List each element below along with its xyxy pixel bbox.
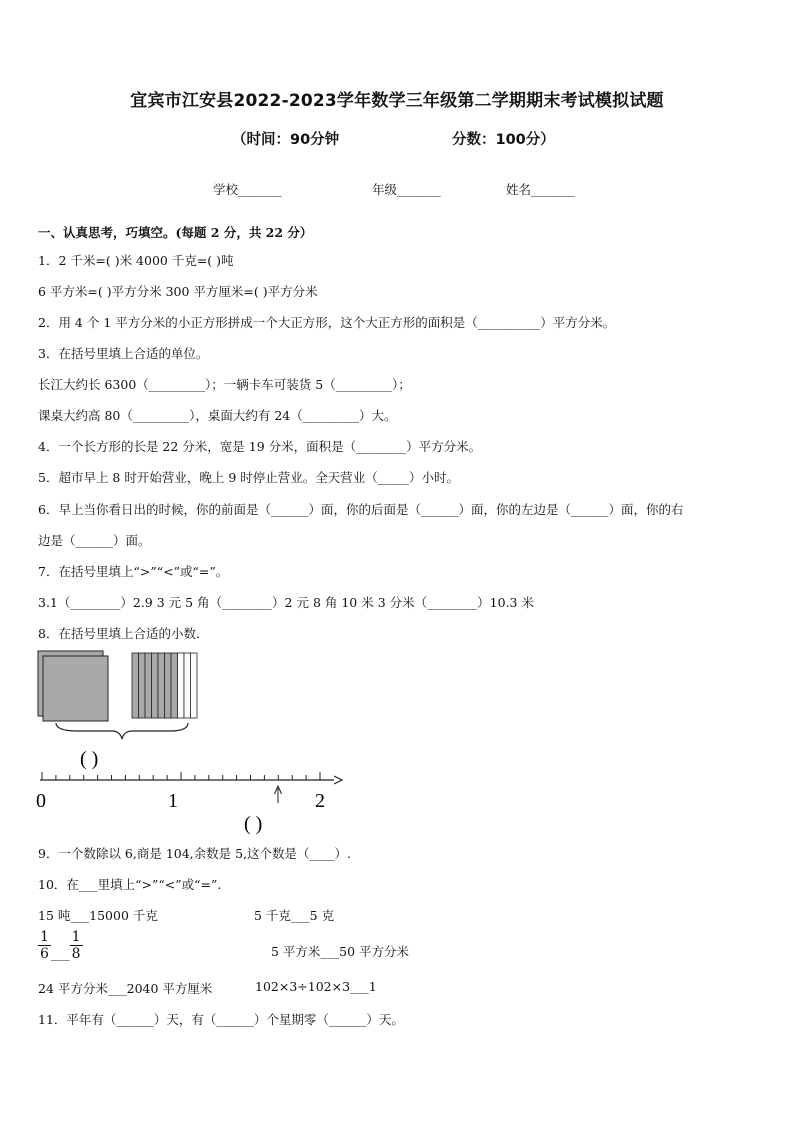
question-10: 10．在___里填上“>”“<”或“=”. [38,877,222,892]
fraction-left-denominator: 6 [40,946,49,962]
tenths-square [132,653,197,718]
tenths-strip [171,653,178,718]
question-3b: 课桌大约高 80（_________），桌面大约有 24（_________）大。 [38,408,397,423]
tenths-strip [152,653,159,718]
page-title: 宜宾市江安县2022-2023学年数学三年级第二学期期末考试模拟试题 [130,91,664,111]
fraction-left [38,929,51,962]
number-line-arrow [334,776,342,784]
fraction-left-numerator: 1 [40,929,49,945]
curly-brace [56,723,188,739]
question-2: 2．用 4 个 1 平方分米的小正方形拼成一个大正方形，这个大正方形的面积是（__________）平方分米。 [38,315,616,330]
question-10b: 5 千克___5 克 [254,908,335,923]
fraction-right-numerator: 1 [71,929,81,945]
tenths-strip [191,653,198,718]
question-10d: 5 平方米___50 平方分米 [271,944,410,959]
question-1b: 6 平方米=( )平方分米 300 平方厘米=( )平方分米 [38,284,318,299]
question-3a: 长江大约长 6300（_________）；一辆卡车可装货 5（_________）； [38,377,411,392]
school-field: 学校_______ [213,182,282,197]
question-10e: 24 平方分米___2040 平方厘米 [38,981,213,996]
question-4: 4．一个长方形的长是 22 分米，宽是 19 分米，面积是（________）平方分米。 [38,439,482,454]
bracket-bottom: ( ) [244,813,263,835]
section-heading: 一、认真思考，巧填空。(每题 2 分，共 22 分） [38,225,313,240]
exam-score: 分数：100分） [452,132,555,148]
question-7: 7．在括号里填上“>”“<”或“=”。 [38,564,229,579]
question-8: 8．在括号里填上合适的小数． [38,626,209,641]
tenths-strip [184,653,191,718]
tenths-strip [145,653,152,718]
question-11: 11．平年有（______）天，有（______）个星期零（______）天。 [38,1012,404,1027]
grade-field: 年级_______ [372,182,441,197]
exam-time: （时间：90分钟 [232,132,340,148]
square-front [43,656,108,721]
fraction-right-denominator: 8 [71,946,81,962]
tenths-strip [165,653,172,718]
question-9: 9．一个数除以 6,商是 104,余数是 5,这个数是（____）. [38,846,352,861]
tick-label-2: 2 [315,790,325,812]
question-5: 5．超市早上 8 时开始营业，晚上 9 时停止营业。全天营业（_____）小时。 [38,470,460,485]
tick-label-1: 1 [168,790,178,812]
tenths-strip [158,653,165,718]
question-8-figure [30,645,360,840]
tenths-strip [178,653,185,718]
fraction-compare [38,929,83,962]
question-1a: 1．2 千米=( )米 4000 千克=( )吨 [38,253,234,268]
tick-label-0: 0 [36,790,46,812]
tenths-strip [132,653,139,718]
bracket-top: ( ) [80,748,99,770]
fraction-compare-blank: ___ [50,946,70,961]
question-10f: 102×3÷102×3___1 [255,979,377,994]
question-10a: 15 吨___15000 千克 [38,908,158,923]
fraction-right [70,929,83,962]
number-line-ticks [42,772,320,780]
question-6a: 6．早上当你看日出的时候，你的前面是（______）面，你的后面是（______）面，你的左边是（______）面，你的右 [38,502,684,517]
question-3: 3．在括号里填上合适的单位。 [38,346,209,361]
question-6b: 边是（______）面。 [38,533,151,548]
question-7a: 3.1（________）2.9 3 元 5 角（________）2 元 8 角 10 米 3 分米（________）10.3 米 [38,595,534,610]
name-field: 姓名_______ [506,182,575,197]
tenths-strip [139,653,146,718]
